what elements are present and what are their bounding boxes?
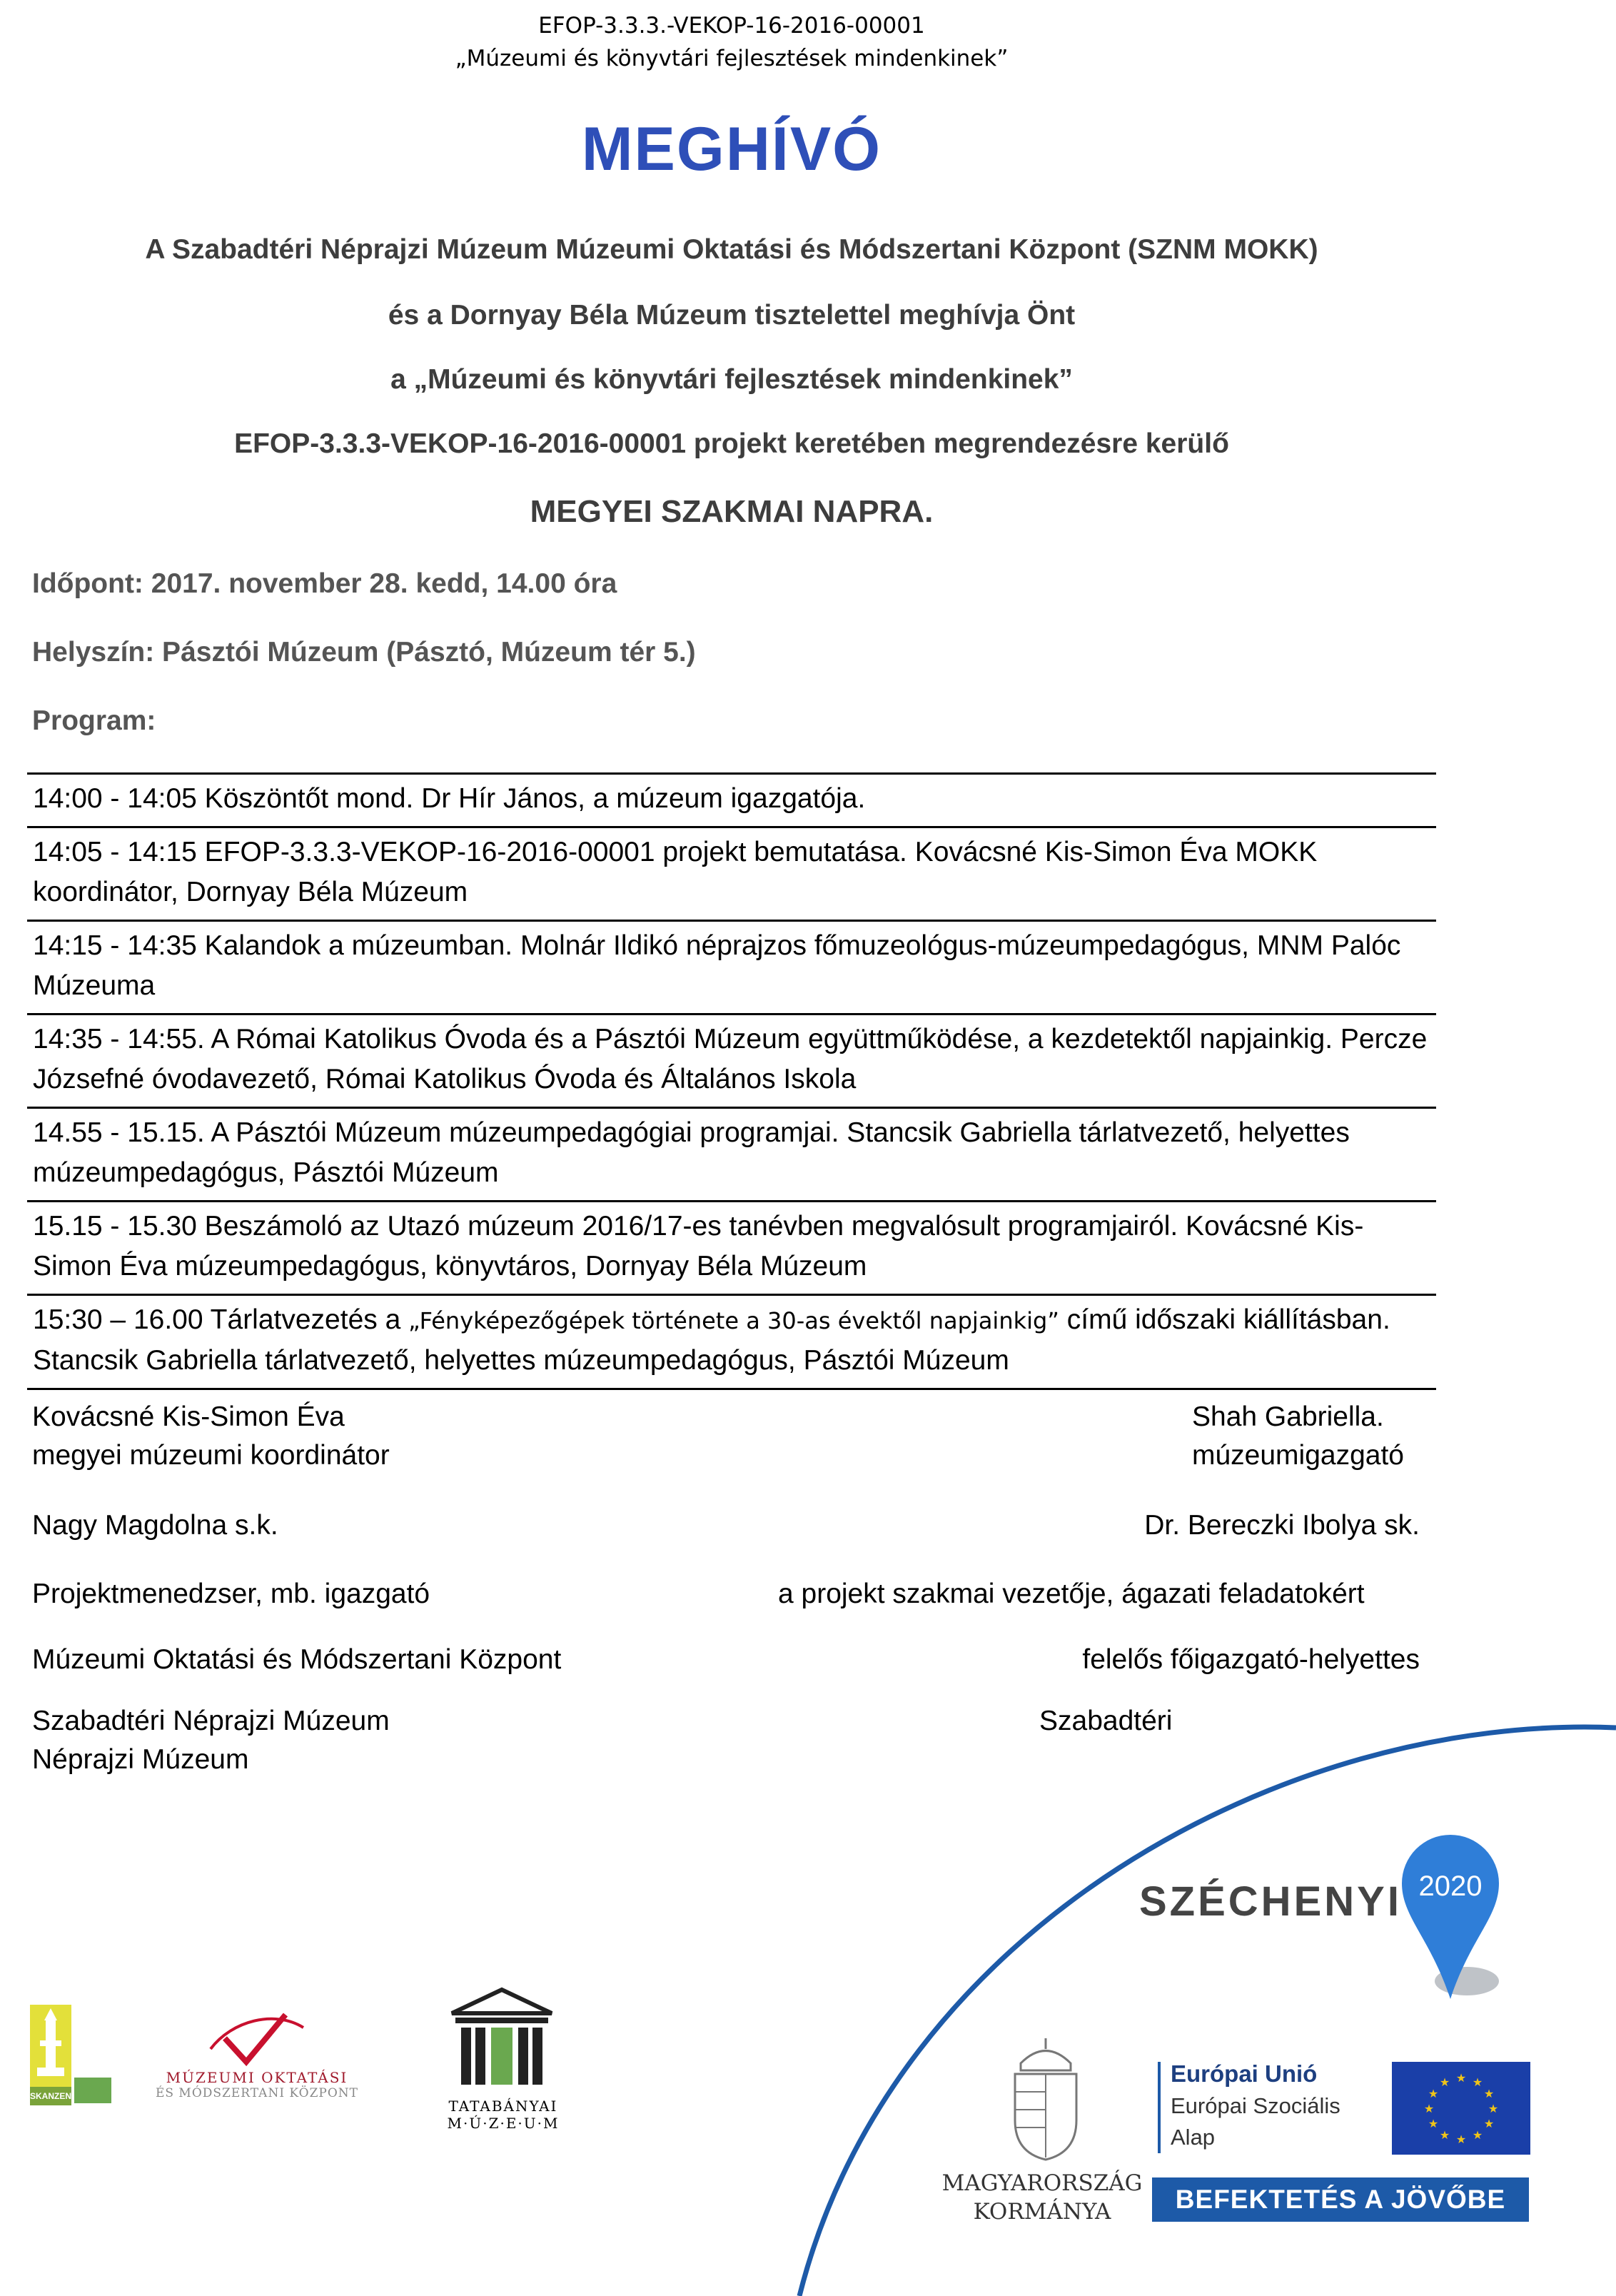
svg-text:★: ★ — [1472, 2075, 1483, 2089]
program-row — [27, 920, 1436, 1013]
svg-text:★: ★ — [1455, 2071, 1467, 2085]
gov-logo-line1: MAGYARORSZÁG — [941, 2170, 1143, 2196]
program-row-text: 14:05 - 14:15 EFOP-3.3.3-VEKOP-16-2016-00001 projekt bemutatása. Kovácsné Kis-Simon Éva MOKK koordinátor, Dornyay Béla Múzeum — [33, 837, 1318, 907]
svg-text:★: ★ — [1423, 2102, 1435, 2115]
program-row-text: 15:30 – 16.00 Tárlatvezetés a — [33, 1304, 409, 1335]
skanzen-label: SKANZEN — [30, 2087, 71, 2105]
signatory-right-2-name: Dr. Bereczki Ibolya sk. — [1144, 1510, 1420, 1541]
svg-text:★: ★ — [1439, 2075, 1450, 2089]
program-row — [27, 1013, 1436, 1107]
signatory-name: Shah Gabriella. — [1192, 1401, 1384, 1432]
signatory-right-2-role-cont: felelős főigazgató-helyettes — [1082, 1644, 1420, 1675]
event-place: Helyszín: Pásztói Múzeum (Pásztó, Múzeum tér 5.) — [32, 637, 696, 668]
svg-text:★: ★ — [1455, 2133, 1467, 2146]
program-row — [27, 1294, 1436, 1390]
signatory-left-2-museum — [32, 1702, 390, 1779]
svg-text:★: ★ — [1472, 2128, 1483, 2142]
eu-flag-icon — [1392, 2062, 1530, 2155]
signatory-right-2-org: Szabadtéri — [1039, 1706, 1173, 1736]
signatory-right-1 — [1192, 1398, 1404, 1475]
program-row-text: 14:15 - 14:35 Kalandok a múzeumban. Molnár Ildikó néprajzos főmuzeológus-múzeumpedagógus, MNM Palóc Múzeuma — [33, 930, 1401, 1001]
signatory-name: Kovácsné Kis-Simon Éva — [32, 1401, 345, 1432]
signatory-left-1 — [32, 1398, 390, 1475]
szechenyi-year: 2020 — [1418, 1870, 1483, 1902]
signatory-left-2-org: Múzeumi Oktatási és Módszertani Központ — [32, 1644, 562, 1675]
skanzen-logo — [30, 2005, 71, 2105]
szechenyi-pin-icon — [1399, 1831, 1506, 2003]
program-row — [27, 1107, 1436, 1200]
museum-line: Néprajzi Múzeum — [32, 1744, 249, 1775]
eu-title: Európai Unió — [1171, 2060, 1318, 2087]
szechenyi-logo-text: SZÉCHENYI — [1139, 1878, 1402, 1925]
program-row — [27, 772, 1436, 826]
gov-logo-line2: KORMÁNYA — [973, 2199, 1111, 2225]
svg-text:★: ★ — [1428, 2117, 1439, 2130]
program-row-text-cont: című időszaki kiállításban. Stancsik Gabriella tárlatvezető, helyettes múzeumpedagógus, Pásztói Múzeum — [33, 1304, 1390, 1376]
intro-line-3: a „Múzeumi és könyvtári fejlesztések mindenkinek” — [390, 364, 1073, 395]
program-row-text: 14:35 - 14:55. A Római Katolikus Óvoda és a Pásztói Múzeum együttműködése, a kezdetektől napjainkig. Percze Józsefné óvodavezető, Római Katolikus Óvoda és Általános Iskola — [33, 1024, 1428, 1094]
svg-text:★: ★ — [1428, 2087, 1439, 2100]
tatabanya-line1: TATABÁNYAI — [448, 2098, 558, 2115]
program-row — [27, 826, 1436, 920]
program-row — [27, 1200, 1436, 1294]
program-row-text: 15.15 - 15.30 Beszámoló az Utazó múzeum 2016/17-es tanévben megvalósult programjairól. Kovácsné Kis-Simon Éva múzeumpedagógus, könyvtáros, Dornyay Béla Múzeum — [33, 1211, 1364, 1282]
intro-line-1: A Szabadtéri Néprajzi Múzeum Múzeumi Oktatási és Módszertani Központ (SZNM MOKK) — [145, 234, 1318, 265]
hungary-coat-of-arms-icon — [999, 2035, 1092, 2163]
project-name: „Múzeumi és könyvtári fejlesztések mindenkinek” — [455, 46, 1009, 71]
mokk-logo-line2: ÉS MÓDSZERTANI KÖZPONT — [155, 2086, 359, 2100]
tatabanya-museum-icon — [448, 1986, 555, 2093]
mokk-logo-line1: MÚZEUMI OKTATÁSI — [166, 2069, 348, 2086]
signatory-role: múzeumigazgató — [1192, 1440, 1404, 1471]
svg-text:★: ★ — [1483, 2117, 1495, 2130]
event-time: Időpont: 2017. november 28. kedd, 14.00 óra — [32, 568, 617, 599]
signatory-left-2-role: Projektmenedzser, mb. igazgató — [32, 1578, 430, 1609]
program-label: Program: — [32, 705, 156, 736]
signatory-right-2-role: a projekt szakmai vezetője, ágazati feladatokért — [778, 1578, 1365, 1609]
skanzen-tower-icon — [30, 2005, 71, 2083]
tatabanya-line2: M·Ú·Z·E·U·M — [447, 2115, 560, 2132]
svg-text:★: ★ — [1483, 2087, 1495, 2100]
exhibition-title: „Fényképezőgépek története a 30-as évektől napjainkig” — [408, 1307, 1059, 1334]
intro-line-4: EFOP-3.3.3-VEKOP-16-2016-00001 projekt keretében megrendezésre kerülő — [234, 428, 1229, 459]
mokk-check-icon — [196, 2006, 310, 2070]
signatory-left-2-name: Nagy Magdolna s.k. — [32, 1510, 278, 1541]
signatory-role: megyei múzeumi koordinátor — [32, 1440, 390, 1471]
program-table — [27, 772, 1436, 1390]
eu-line2: Európai Szociális — [1171, 2093, 1340, 2118]
intro-line-5: MEGYEI SZAKMAI NAPRA. — [530, 494, 934, 529]
program-row-text: 14:00 - 14:05 Köszöntőt mond. Dr Hír János, a múzeum igazgatója. — [33, 783, 866, 814]
eu-banner: BEFEKTETÉS A JÖVŐBE — [1152, 2177, 1529, 2222]
svg-text:★: ★ — [1488, 2102, 1499, 2115]
project-code: EFOP-3.3.3.-VEKOP-16-2016-00001 — [538, 13, 925, 39]
skanzen-side-label — [74, 2078, 111, 2103]
eu-divider — [1158, 2062, 1161, 2153]
intro-line-2: és a Dornyay Béla Múzeum tisztelettel meghívja Önt — [388, 300, 1076, 331]
svg-text:★: ★ — [1439, 2128, 1450, 2142]
page-title: MEGHÍVÓ — [581, 115, 882, 183]
program-row-text: 14.55 - 15.15. A Pásztói Múzeum múzeumpedagógiai programjai. Stancsik Gabriella tárlatvezető, helyettes múzeumpedagógus, Pásztói Múzeum — [33, 1117, 1350, 1188]
eu-line3: Alap — [1171, 2125, 1216, 2150]
museum-line: Szabadtéri Néprajzi Múzeum — [32, 1706, 390, 1736]
